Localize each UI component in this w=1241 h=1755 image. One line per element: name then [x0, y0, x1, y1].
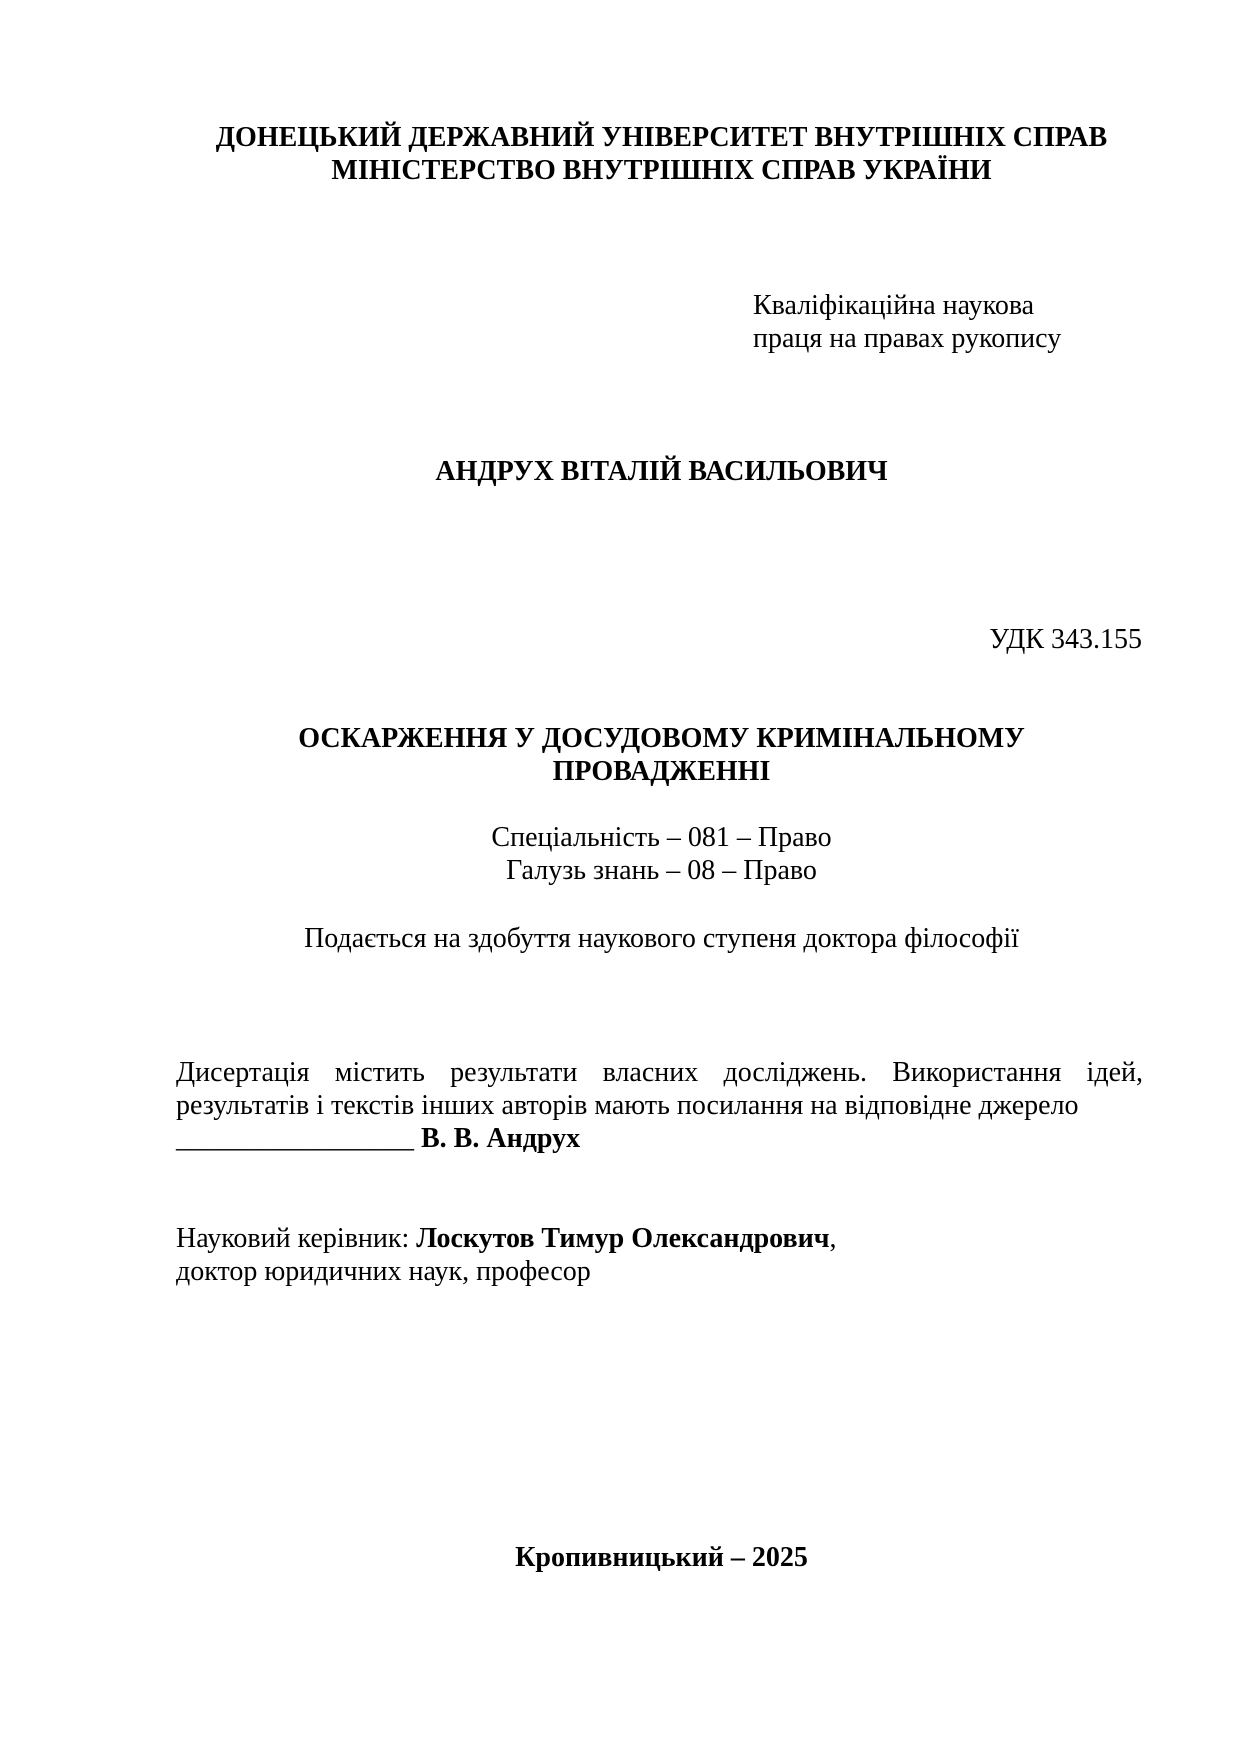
specialty: Спеціальність – 081 – Право	[491, 822, 832, 853]
supervisor-line	[176, 1223, 837, 1255]
signature-blank: _________________	[176, 1123, 414, 1154]
dissertation-title-line1: ОСКАРЖЕННЯ У ДОСУДОВОМУ КРИМІНАЛЬНОМУ	[298, 723, 1025, 754]
ministry-name: МІНІСТЕРСТВО ВНУТРІШНІХ СПРАВ УКРАЇНИ	[331, 155, 992, 186]
signature-name: В. В. Андрух	[421, 1123, 581, 1154]
supervisor-credentials: доктор юридичних наук, професор	[176, 1256, 591, 1287]
supervisor-label: Науковий керівник:	[176, 1223, 410, 1254]
author-name: АНДРУХ ВІТАЛІЙ ВАСИЛЬОВИЧ	[435, 456, 888, 487]
knowledge-field: Галузь знань – 08 – Право	[506, 855, 817, 886]
udc-code: УДК 343.155	[989, 624, 1142, 655]
declaration-line2: результатів і текстів інших авторів мають посилання на відповідне джерело	[176, 1090, 1079, 1121]
signature-line	[176, 1123, 580, 1155]
declaration-line1: Дисертація містить результати власних досліджень. Використання ідей,	[176, 1057, 1143, 1088]
university-name: ДОНЕЦЬКИЙ ДЕРЖАВНИЙ УНІВЕРСИТЕТ ВНУТРІШНІХ СПРАВ	[215, 122, 1108, 153]
supervisor-name: Лоскутов Тимур Олександрович	[416, 1223, 830, 1254]
manuscript-note-line1: Кваліфікаційна наукова	[753, 290, 1035, 321]
city-year: Кропивницький – 2025	[515, 1542, 808, 1573]
degree-statement: Подається на здобуття наукового ступеня доктора філософії	[304, 923, 1019, 954]
dissertation-title-line2: ПРОВАДЖЕННІ	[552, 756, 771, 787]
manuscript-note-line2: праця на правах рукопису	[753, 323, 1062, 354]
supervisor-comma: ,	[829, 1223, 837, 1254]
